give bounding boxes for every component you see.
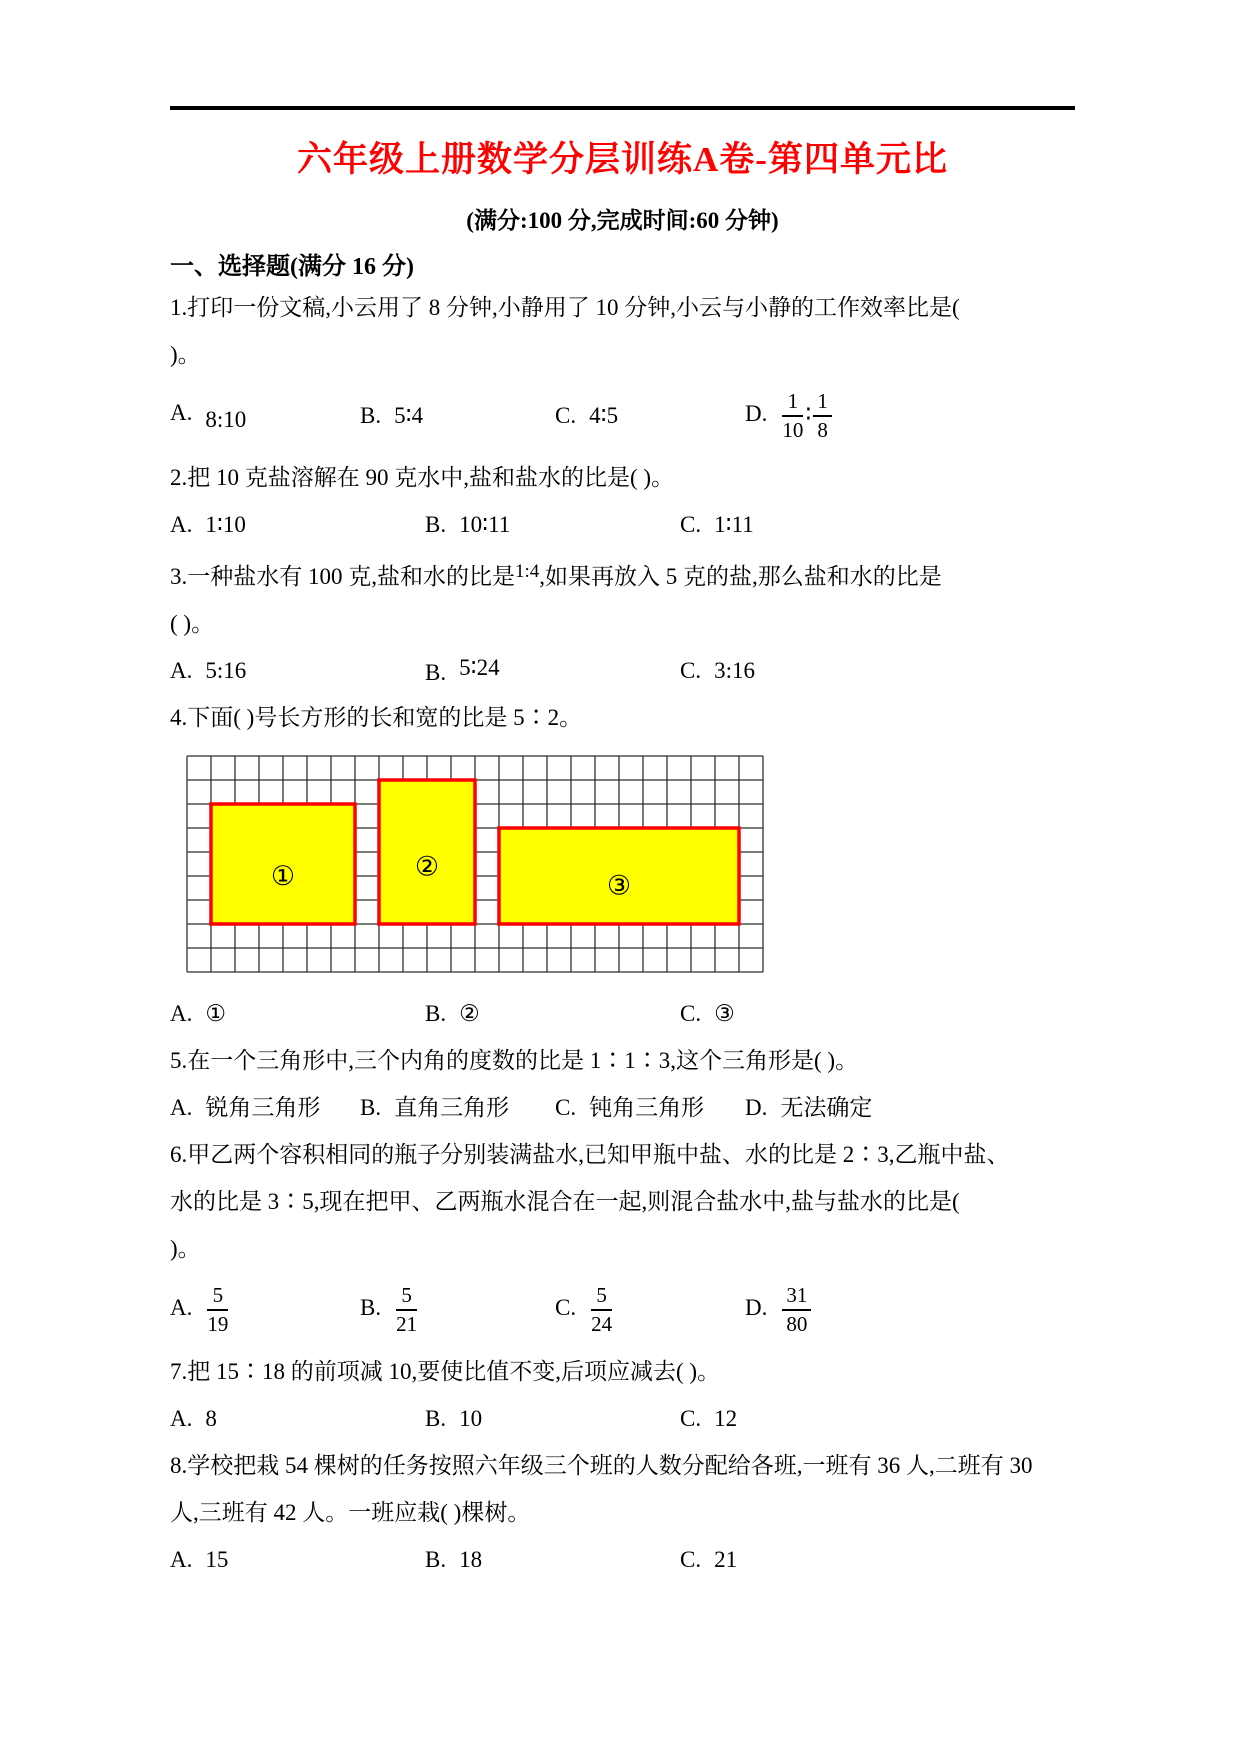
- options-row: [170, 990, 1075, 1037]
- option-D: [745, 1283, 1075, 1337]
- text-run: 4∶5: [589, 403, 619, 428]
- option-B: [425, 654, 680, 687]
- text-run: 5.在一个三角形中,三个内角的度数的比是 1∶1∶3,这个三角形是( )。: [170, 1048, 859, 1073]
- option-A: [170, 399, 360, 434]
- text-run: ①: [205, 1000, 226, 1026]
- option-label: C.: [680, 1000, 702, 1026]
- option-C: [555, 1094, 745, 1122]
- option-C: [680, 1546, 1075, 1574]
- text-run: 15: [205, 1546, 229, 1572]
- option-label: B.: [360, 1094, 382, 1120]
- fraction: [396, 1283, 417, 1337]
- text-run: 5∶4: [394, 403, 424, 428]
- questions-list: [170, 284, 1075, 1583]
- option-C: [555, 1283, 745, 1337]
- text-run: 18: [459, 1546, 483, 1572]
- text-run: 2.把 10 克盐溶解在 90 克水中,盐和盐水的比是( )。: [170, 465, 675, 490]
- section-heading: 一、选择题(满分 16 分): [170, 254, 414, 280]
- grid-diagram: [186, 755, 1075, 978]
- option-label: C.: [555, 1295, 577, 1321]
- option-C: [680, 1405, 1075, 1433]
- question-text-line: [170, 1131, 1075, 1178]
- option-B: [425, 1546, 680, 1574]
- option-B: [425, 1405, 680, 1433]
- exam-info: (满分:100 分,完成时间:60 分钟): [466, 208, 779, 233]
- text-run: ∶: [805, 401, 812, 427]
- option-A: [170, 1283, 360, 1337]
- fraction: [813, 389, 832, 443]
- question-3: [170, 548, 1075, 694]
- option-label: C.: [680, 1546, 702, 1572]
- text-run: 锐角三角形: [205, 1094, 321, 1120]
- text-run: 5∶24: [459, 655, 500, 680]
- options-row: [170, 1272, 1075, 1348]
- question-text-line: [170, 1489, 1075, 1536]
- fraction-numerator: 31: [782, 1283, 811, 1311]
- text-run: 10∶11: [459, 511, 511, 537]
- question-text-line: [170, 1178, 1075, 1225]
- text-run: 钝角三角形: [589, 1094, 705, 1120]
- text-run: ②: [459, 1000, 480, 1026]
- fraction-numerator: 5: [591, 1283, 612, 1311]
- text-run: ,如果再放入 5 克的盐,那么盐和水的比是: [539, 564, 942, 589]
- option-label: A.: [170, 1094, 193, 1120]
- option-label: C.: [680, 1405, 702, 1431]
- question-1: [170, 284, 1075, 454]
- text-run: 8.学校把栽 54 棵树的任务按照六年级三个班的人数分配给各班,一班有 36 人,二班有 30: [170, 1453, 1033, 1478]
- option-A: [170, 511, 425, 539]
- question-2: [170, 454, 1075, 548]
- option-label: B.: [360, 1295, 382, 1321]
- content-column: [170, 0, 1075, 1583]
- option-label: A.: [170, 657, 193, 683]
- fraction-numerator: 1: [782, 389, 803, 417]
- text-run: 水的比是 3∶5,现在把甲、乙两瓶水混合在一起,则混合盐水中,盐与盐水的比是(: [170, 1189, 960, 1214]
- text-run: 7.把 15∶18 的前项减 10,要使比值不变,后项应减去( )。: [170, 1359, 721, 1384]
- option-label: B.: [360, 403, 382, 428]
- top-rule: [170, 106, 1075, 110]
- text-run: 3:16: [714, 657, 755, 683]
- option-C: [555, 402, 745, 430]
- option-B: [360, 1094, 555, 1122]
- rectangle-number-label: ①: [270, 861, 296, 891]
- rectangle-number-label: ②: [414, 851, 440, 882]
- fraction-denominator: 24: [591, 1312, 613, 1336]
- options-row: [170, 501, 1075, 548]
- fraction-denominator: 10: [782, 418, 804, 442]
- question-text-line: [170, 1348, 1075, 1395]
- option-label: D.: [745, 401, 768, 427]
- text-run: 8:10: [205, 406, 247, 432]
- text-run: 直角三角形: [394, 1094, 510, 1120]
- question-5: [170, 1037, 1075, 1131]
- question-text-line: [170, 1037, 1075, 1084]
- fraction-denominator: 8: [817, 418, 828, 442]
- option-label: A.: [170, 1295, 193, 1321]
- option-D: [745, 389, 1075, 443]
- text-run: 8: [205, 1405, 217, 1431]
- option-B: [425, 1000, 680, 1028]
- text-run: 5:16: [205, 657, 247, 683]
- text-run: ③: [714, 1000, 735, 1026]
- option-label: C.: [555, 1094, 577, 1120]
- question-8: [170, 1442, 1075, 1583]
- option-C: [680, 511, 1075, 539]
- text-run: 12: [714, 1405, 738, 1431]
- text-run: )。: [170, 1236, 201, 1261]
- options-row: [170, 1536, 1075, 1583]
- option-D: [745, 1094, 1075, 1122]
- option-label: B.: [425, 1546, 447, 1572]
- option-A: [170, 1405, 425, 1433]
- option-A: [170, 657, 425, 685]
- text-run: 6.甲乙两个容积相同的瓶子分别装满盐水,已知甲瓶中盐、水的比是 2∶3,乙瓶中盐、: [170, 1142, 1010, 1167]
- fraction: [782, 1283, 811, 1337]
- option-A: [170, 1094, 360, 1122]
- rectangle-number-label: ③: [606, 870, 632, 901]
- question-text-line: [170, 1442, 1075, 1489]
- fraction-numerator: 5: [207, 1283, 228, 1311]
- grid-svg: [186, 755, 764, 973]
- option-label: B.: [425, 511, 447, 537]
- option-label: A.: [170, 1405, 193, 1431]
- text-run: 1∶11: [714, 511, 754, 537]
- question-6: [170, 1131, 1075, 1348]
- text-run: )。: [170, 342, 201, 367]
- fraction: [207, 1283, 228, 1337]
- option-B: [360, 1283, 555, 1337]
- options-row: [170, 1395, 1075, 1442]
- fraction: [782, 389, 803, 443]
- option-B: [425, 511, 680, 539]
- option-C: [680, 657, 1075, 685]
- option-B: [360, 402, 555, 430]
- options-row: [170, 378, 1075, 454]
- text-run: 10: [459, 1405, 483, 1431]
- option-C: [680, 1000, 1075, 1028]
- question-text-line: [170, 600, 1075, 647]
- question-text-line: [170, 331, 1075, 378]
- option-label: B.: [425, 1405, 447, 1431]
- text-run: 1∶10: [205, 511, 246, 537]
- page-title: 六年级上册数学分层训练A卷-第四单元比: [297, 140, 948, 179]
- option-label: C.: [680, 511, 702, 537]
- option-label: B.: [425, 1000, 447, 1026]
- option-label: C.: [680, 657, 702, 683]
- fraction-numerator: 5: [396, 1283, 417, 1311]
- text-run: 1:4: [515, 561, 540, 582]
- text-run: 4.下面( )号长方形的长和宽的比是 5∶2。: [170, 705, 583, 730]
- fraction-numerator: 1: [813, 389, 832, 417]
- question-7: [170, 1348, 1075, 1442]
- option-A: [170, 1000, 425, 1028]
- fraction-denominator: 80: [786, 1312, 808, 1336]
- option-label: D.: [745, 1295, 768, 1321]
- question-text-line: [170, 284, 1075, 331]
- text-run: 人,三班有 42 人。一班应栽( )棵树。: [170, 1500, 531, 1525]
- text-run: 3.一种盐水有 100 克,盐和水的比是: [170, 564, 515, 589]
- question-text-line: [170, 454, 1075, 501]
- question-text-line: [170, 694, 1075, 741]
- options-row: [170, 1084, 1075, 1131]
- text-run: ( )。: [170, 611, 215, 636]
- text-run: 21: [714, 1546, 738, 1572]
- option-label: B.: [425, 660, 447, 685]
- options-row: [170, 647, 1075, 694]
- fraction-denominator: 19: [207, 1312, 229, 1336]
- question-text-line: [170, 1225, 1075, 1272]
- text-run: 1.打印一份文稿,小云用了 8 分钟,小静用了 10 分钟,小云与小静的工作效率比是(: [170, 295, 960, 320]
- option-label: A.: [170, 1000, 193, 1026]
- option-A: [170, 1546, 425, 1574]
- option-label: A.: [170, 1546, 193, 1572]
- question-text-line: [170, 548, 1075, 600]
- fraction: [591, 1283, 612, 1337]
- fraction-denominator: 21: [396, 1312, 418, 1336]
- text-run: 无法确定: [780, 1094, 873, 1120]
- option-label: A.: [170, 399, 193, 425]
- option-label: D.: [745, 1094, 768, 1120]
- question-4: [170, 694, 1075, 1037]
- option-label: C.: [555, 403, 577, 428]
- option-label: A.: [170, 511, 193, 537]
